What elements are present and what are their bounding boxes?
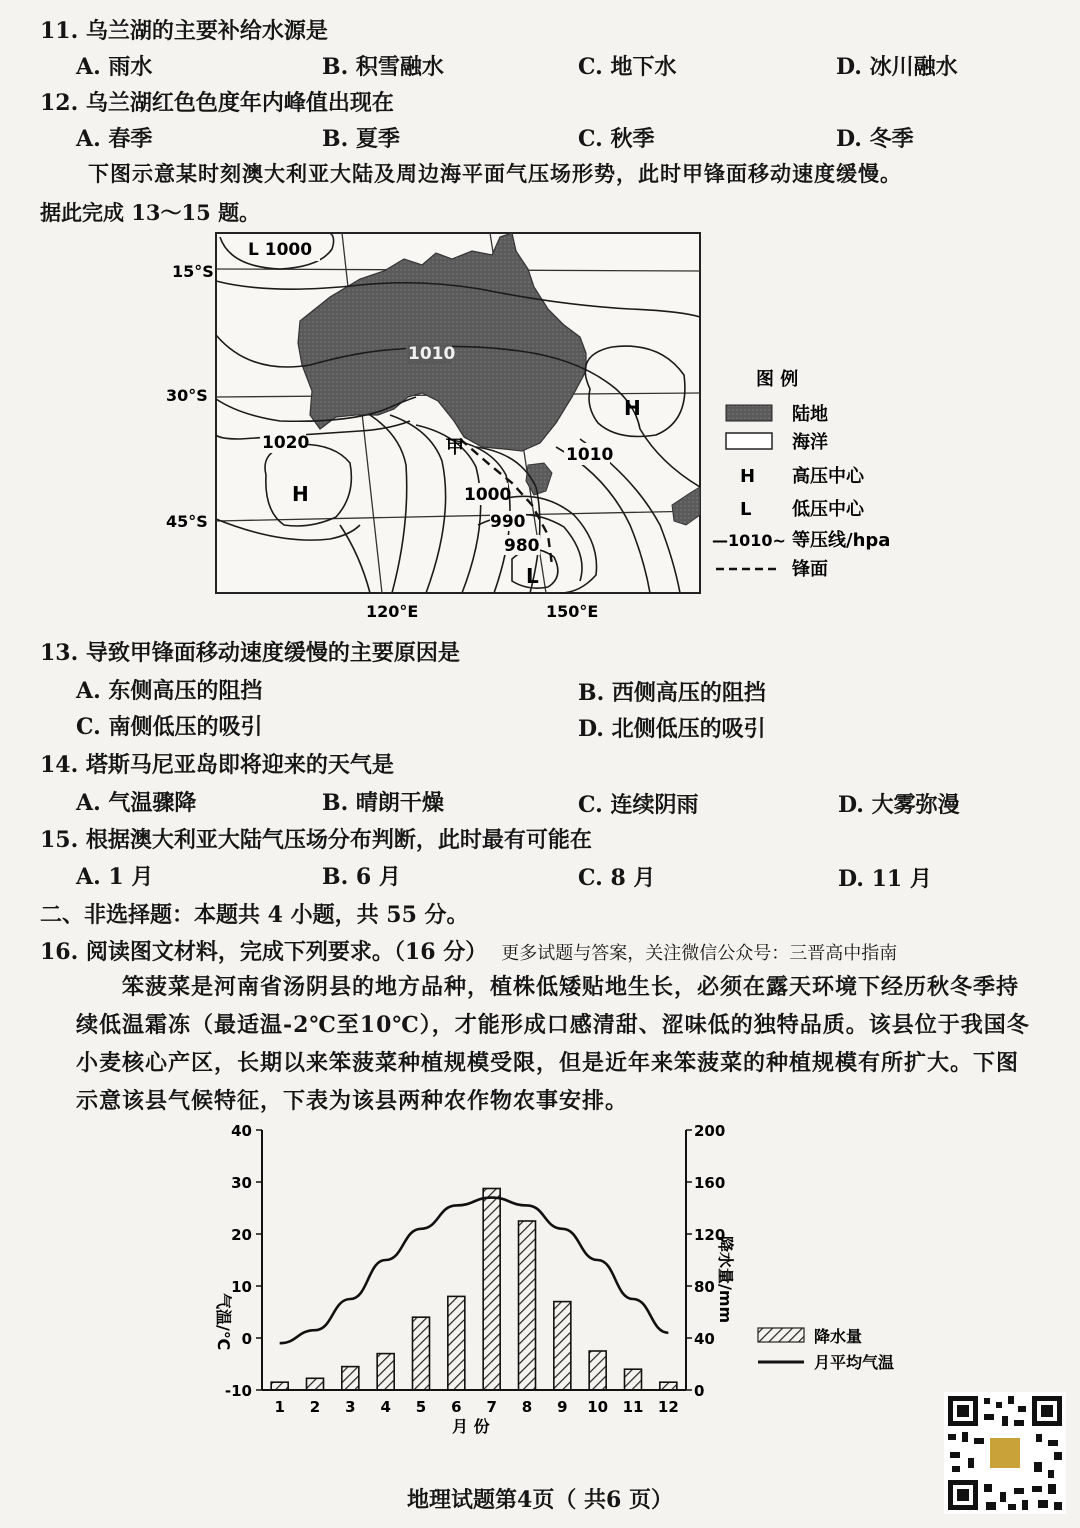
q12-option-c[interactable]: C. 秋季 [578,126,655,152]
x-tick-label: 10 [587,1398,609,1416]
page-footer: 地理试题第4页（ 共6 页） [407,1487,673,1513]
legend-low: 低压中心 [792,499,864,520]
x-tick-label: 6 [451,1398,462,1416]
y-right-tick-label: 40 [694,1330,715,1348]
intro-13-15-line1: 下图示意某时刻澳大利亚大陆及周边海平面气压场形势，此时甲锋面移动速度缓慢。 [88,161,902,186]
x-tick-label: 4 [380,1398,391,1416]
lat-label-15s: 15°S [172,262,214,281]
chart-bars [271,1189,677,1391]
precip-bar [413,1317,430,1390]
q13-option-c[interactable]: C. 南侧低压的吸引 [76,714,263,740]
q13-option-b[interactable]: B. 西侧高压的阻挡 [578,680,766,706]
q11-option-a[interactable]: A. 雨水 [76,54,153,80]
lon-label-120e: 120°E [366,602,419,621]
x-tick-label: 2 [309,1398,321,1416]
isobar-label-1010-east: 1010 [566,445,614,465]
y-left-tick-label: 0 [241,1330,252,1348]
high-center-east: H [624,396,641,420]
y-left-tick-label: 40 [231,1122,252,1140]
x-tick-label: 5 [415,1398,427,1416]
chart-line [280,1198,669,1344]
lat-label-45s: 45°S [166,512,208,531]
y-left-tick-label: 20 [231,1226,252,1244]
y-left-tick-label: 10 [231,1278,252,1296]
precip-bar [377,1354,394,1390]
precip-bar [342,1367,359,1390]
y-right-tick-label: 120 [694,1226,726,1244]
legend-isobar-symbol: —1010~ [712,531,786,550]
q13-stem: 13. 导致甲锋面移动速度缓慢的主要原因是 [40,640,460,666]
precip-bar [448,1296,465,1390]
isobar-label-1000: 1000 [464,485,512,505]
lat-label-30s: 30°S [166,386,208,405]
q13-option-d[interactable]: D. 北侧低压的吸引 [578,716,766,742]
y-right-tick-label: 80 [694,1278,715,1296]
q14-option-b[interactable]: B. 晴朗干燥 [322,790,444,816]
q11-option-d[interactable]: D. 冰川融水 [836,54,958,80]
x-tick-label: 3 [345,1398,356,1416]
q12-stem: 12. 乌兰湖红色色度年内峰值出现在 [40,90,394,116]
q16-paragraph: 笨菠菜是河南省汤阴县的地方品种，植株低矮贴地生长，必须在露天环境下经历秋冬季持续低温霜冻（最适温-2℃至10℃），才能形成口感清甜、涩味低的独特品质。该县位于我国冬小麦核心产区，长期以来笨菠菜种植规模受限，但是近年来笨菠菜的种植规模有所扩大。下图示意该县气候特征，下表为该县两种农作物农事安排。 [76,974,1030,1114]
legend-precip: 降水量 [814,1327,863,1346]
q12-option-a[interactable]: A. 春季 [76,126,153,152]
low-center-south: L [526,564,539,588]
isobar-label-l1000: L 1000 [248,240,313,260]
legend-title: 图 例 [756,369,799,390]
legend-front: 锋面 [792,559,828,580]
q16-stem [40,935,897,966]
y-right-tick-label: 160 [694,1174,726,1192]
q15-stem: 15. 根据澳大利亚大陆气压场分布判断，此时最有可能在 [40,827,592,853]
section-2-heading: 二、非选择题：本题共 4 小题，共 55 分。 [40,902,469,928]
precip-bar [625,1369,642,1390]
q15-option-d[interactable]: D. 11 月 [838,866,932,892]
precip-bar [271,1382,288,1390]
chart-ticks [225,1122,725,1416]
precip-bar [519,1221,536,1390]
isobar-label-1020: 1020 [262,433,310,453]
x-tick-label: 1 [274,1398,285,1416]
high-center-west: H [292,482,309,506]
y-left-label: 气温/℃ [214,1293,233,1351]
legend-land: 陆地 [792,404,828,425]
map-legend [712,368,890,580]
precip-bar [660,1382,677,1390]
y-right-tick-label: 200 [694,1122,726,1140]
q14-option-d[interactable]: D. 大雾弥漫 [838,792,960,818]
q15-option-a[interactable]: A. 1 月 [76,864,154,890]
front-label-jia: 甲 [446,437,464,458]
temperature-line [280,1198,669,1344]
q12-option-d[interactable]: D. 冬季 [836,126,914,152]
legend-high: 高压中心 [792,466,864,487]
y-left-tick-label: 30 [231,1174,252,1192]
pressure-map [160,225,920,625]
y-left-tick-label: -10 [224,1382,252,1400]
legend-l-symbol: L [740,499,752,520]
precip-bar [554,1302,571,1390]
q14-stem: 14. 塔斯马尼亚岛即将迎来的天气是 [40,752,394,778]
x-axis-label: 月 份 [452,1417,490,1436]
legend-temp: 月平均气温 [814,1353,895,1372]
isobar-label-990: 990 [490,512,526,532]
lon-label-150e: 150°E [546,602,599,621]
isobar-label-980: 980 [504,536,540,556]
isobar-label-1010-land: 1010 [408,344,456,364]
q13-option-a[interactable]: A. 东侧高压的阻挡 [76,678,263,704]
y-right-tick-label: 0 [694,1382,705,1400]
precip-bar [307,1378,324,1390]
x-tick-label: 11 [622,1398,644,1416]
precip-bar [483,1189,500,1391]
q11-option-b[interactable]: B. 积雪融水 [322,54,444,80]
chart-frame [262,1130,686,1390]
x-tick-label: 12 [657,1398,679,1416]
q15-option-c[interactable]: C. 8 月 [578,865,656,891]
x-tick-label: 8 [521,1398,533,1416]
x-tick-label: 9 [557,1398,568,1416]
q11-option-c[interactable]: C. 地下水 [578,54,677,80]
q16-stem-text: 16. 阅读图文材料，完成下列要求。（16 分） [40,939,488,965]
q15-option-b[interactable]: B. 6 月 [322,864,401,890]
q11-stem: 11. 乌兰湖的主要补给水源是 [40,18,328,44]
legend-ocean: 海洋 [792,432,828,453]
q12-option-b[interactable]: B. 夏季 [322,126,400,152]
q14-option-a[interactable]: A. 气温骤降 [76,790,197,816]
q14-option-c[interactable]: C. 连续阴雨 [578,792,699,818]
climate-chart [190,1118,930,1448]
x-tick-label: 7 [486,1398,497,1416]
legend-isobar: 等压线/hpa [792,530,891,551]
q16-note: 更多试题与答案，关注微信公众号：三晋高中指南 [501,943,898,964]
intro-13-15-line2: 据此完成 13～15 题。 [40,200,261,225]
legend-h-symbol: H [740,466,756,487]
precip-bar [589,1351,606,1390]
y-right-label: 降水量/mm [716,1236,735,1324]
